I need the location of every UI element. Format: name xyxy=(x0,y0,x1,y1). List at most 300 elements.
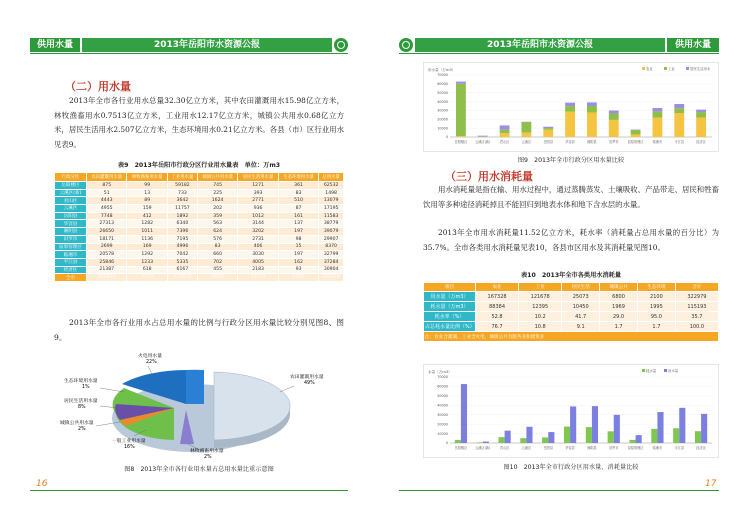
pie-pct-fire: 22% xyxy=(146,360,157,365)
table9-cell: 87 xyxy=(278,205,318,213)
section-consumption: （三）用水消耗量 xyxy=(445,170,533,183)
chart-bar xyxy=(477,442,483,443)
table9-caption: 表9 2013年岳阳市行政分区行业用水量表 单位：万m3 xyxy=(117,162,281,169)
table9-header: 生态环境用水量 xyxy=(278,173,318,182)
table9-row xyxy=(55,205,344,213)
table9-cell: 159 xyxy=(127,205,167,213)
left-header-tag: 供用水量 xyxy=(30,38,80,52)
table9-region-cell: 汨罗市 xyxy=(55,235,87,243)
table9-cell: 26650 xyxy=(87,228,127,236)
table9-region-cell: 云溪区(新) xyxy=(55,189,87,197)
chart-legend-swatch xyxy=(642,369,645,372)
chart-ylabel: 水量（万m3） xyxy=(428,370,452,374)
table10-header: 城镇公共 xyxy=(600,283,638,292)
section-water-use: （二）用水量 xyxy=(65,80,131,93)
chart-bar xyxy=(592,406,598,443)
table9-cell: 98 xyxy=(278,235,318,243)
table10-cell: 100.0 xyxy=(675,322,718,332)
chart-bar xyxy=(500,125,510,129)
table9-header: 农田灌溉用水量 xyxy=(87,173,127,182)
table9-cell: 197 xyxy=(278,251,318,259)
pie-pct-eco: 1% xyxy=(82,385,90,390)
table10-cell: 1969 xyxy=(600,302,638,312)
table9-cell: 7042 xyxy=(167,251,197,259)
chart-xtick-label: 云溪区(新) xyxy=(475,446,491,450)
para-water-use: 2013年全市各行业用水总量32.30亿立方米，其中农田灌溉用水15.98亿立方米，林牧渔畜用水0.7513亿立方米，工业用水12.17亿立方米，城镇公共用水0.68亿立方米，居民生活用水2.507亿立方米，生态环境用水0.21亿立方米。各县（市）区行业用水见表9。 xyxy=(54,96,344,149)
chart-bar xyxy=(653,108,663,111)
chart-ytick-label: 50000 xyxy=(437,90,448,95)
leader-line xyxy=(100,388,124,392)
table9-cell: 59182 xyxy=(167,182,197,190)
table10-cell: 29.0 xyxy=(600,312,638,322)
pie-chart-figure8 xyxy=(54,348,344,460)
table9-cell: 62532 xyxy=(319,182,344,190)
chart-xtick-label: 云溪区 xyxy=(521,140,532,144)
table9-cell: 11583 xyxy=(319,212,344,220)
pie-label-forest: 林牧渔畜用水量 xyxy=(190,449,224,454)
chart-xtick-label: 经济区 xyxy=(696,140,706,144)
chart-legend-label: 农业 xyxy=(646,66,653,71)
table9-cell: 1271 xyxy=(238,182,278,190)
chart-ytick-label: 10000 xyxy=(437,431,448,436)
table10-cell: 12395 xyxy=(519,302,562,312)
table10-cell: 95.0 xyxy=(637,312,675,322)
table9-region-cell: 岳阳县 xyxy=(55,212,87,220)
table9-cell: 624 xyxy=(197,228,237,236)
table9-row xyxy=(55,220,344,228)
chart-legend-swatch xyxy=(664,67,667,70)
table9-cell: 83 xyxy=(197,243,237,251)
table10-cell: 9.1 xyxy=(562,322,600,332)
table9-cell: 21387 xyxy=(87,266,127,274)
chart-xtick-label: 平江县 xyxy=(674,446,685,450)
table9-cell: 13079 xyxy=(319,197,344,205)
chart-bar xyxy=(456,84,466,136)
chart-xtick-label: 临湘市 xyxy=(652,446,663,450)
chart-bar xyxy=(679,408,685,443)
table9-cell: 37284 xyxy=(319,258,344,266)
table10-cell: 41.7 xyxy=(562,312,600,322)
table9-cell: 1012 xyxy=(238,212,278,220)
table9-cell: 1136 xyxy=(127,235,167,243)
table9-cell: 169 xyxy=(127,243,167,251)
chart-bar xyxy=(696,112,706,117)
chart-bar xyxy=(455,440,461,443)
table9-region-cell: 华容县 xyxy=(55,220,87,228)
chart-ytick-label: 0 xyxy=(445,135,448,140)
table9-cell: 15 xyxy=(278,243,318,251)
chart-bar xyxy=(542,437,548,443)
chart-xtick-label: 汨罗市 xyxy=(608,140,619,144)
figure10-caption: 图10 2013年全市行政分区用水量、消耗量比较 xyxy=(503,464,639,471)
chart-bar xyxy=(674,108,684,113)
table9-cell: 412 xyxy=(127,212,167,220)
table9-cell: 161 xyxy=(278,212,318,220)
table9-cell: 99 xyxy=(127,182,167,190)
table9-cell: 1292 xyxy=(127,251,167,259)
table10-header: 工业 xyxy=(519,283,562,292)
chart-xtick-label: 华容县 xyxy=(565,446,575,450)
table10-cell: 1.7 xyxy=(600,322,638,332)
figure9-chart xyxy=(423,62,719,152)
table9-cell: 1011 xyxy=(127,228,167,236)
chart-bar xyxy=(548,432,554,443)
para-figure-ref: 2013年全市各行业用水占总用水量的比例与行政分区用水量比较分别见图8、图9。 xyxy=(54,318,344,342)
table10-cell: 10450 xyxy=(562,302,600,312)
table9-cell: 38779 xyxy=(319,220,344,228)
pie-pct-forest: 2% xyxy=(204,455,212,460)
chart-bar xyxy=(696,118,706,137)
table9-header: 工业用水量 xyxy=(167,173,197,182)
table10-cell: 121678 xyxy=(519,292,562,302)
table9-row xyxy=(55,189,344,197)
chart-legend-label: 居民生活用水 xyxy=(690,66,711,71)
table10-header: 农业 xyxy=(476,283,519,292)
chart-bar xyxy=(565,112,575,137)
table9-cell: 7195 xyxy=(167,235,197,243)
table9-cell: 1282 xyxy=(127,220,167,228)
table9-region-cell: 云溪区 xyxy=(55,205,87,213)
table10-cell: 167328 xyxy=(476,292,519,302)
left-header-title: 2013年岳阳市水资源公报 xyxy=(82,38,332,52)
chart-xtick-label: 湘阴县 xyxy=(587,446,597,450)
pie-pct-industry: 16% xyxy=(124,445,135,450)
chart-ytick-label: 0 xyxy=(445,441,448,446)
table9-cell: 3642 xyxy=(167,197,197,205)
chart-bar xyxy=(522,122,532,132)
chart-xtick-label: 岳阳县 xyxy=(543,446,554,450)
table9-row xyxy=(55,212,344,220)
table9-cell: 1233 xyxy=(127,258,167,266)
table9-cell: 83 xyxy=(278,189,318,197)
table9-header: 城镇公共用水量 xyxy=(197,173,237,182)
chart-xtick-label: 经济区 xyxy=(696,446,706,450)
table9-cell: 8370 xyxy=(319,243,344,251)
table10-cell: 6800 xyxy=(600,292,638,302)
table9-region-cell: 全市 xyxy=(55,274,87,282)
chart-bar xyxy=(478,136,488,137)
figure8-caption: 图8 2013年全市各行业用水量占总用水量比重示意图 xyxy=(124,466,274,473)
left-footer-rule xyxy=(30,490,348,491)
table9-cell: 875 xyxy=(87,182,127,190)
table10-cell: 115193 xyxy=(675,302,718,312)
chart-bar xyxy=(570,406,576,443)
chart-ytick-label: 20000 xyxy=(437,117,448,122)
chart-bar xyxy=(657,412,663,443)
table9-cell: 137 xyxy=(278,220,318,228)
table9-cell: 32799 xyxy=(319,251,344,259)
pie-label-industry: 一般工业用水量 xyxy=(112,439,146,444)
pie-svg xyxy=(54,348,344,460)
table10-caption: 表10 2013年全市各类用水消耗量 xyxy=(520,272,622,279)
table10-header: 合计 xyxy=(675,283,718,292)
right-footer-rule xyxy=(399,490,719,491)
table10-row xyxy=(424,312,719,322)
table9 xyxy=(54,172,344,282)
pie-pct-life: 8% xyxy=(78,405,86,410)
table10-cell: 76.7 xyxy=(476,322,519,332)
table9-cell: 51 xyxy=(87,189,127,197)
chart-ytick-label: 30000 xyxy=(437,412,448,417)
chart-bar xyxy=(456,82,466,84)
pie-label-fire: 火电用水量 xyxy=(138,354,162,359)
table10-cell: 88384 xyxy=(476,302,519,312)
table9-region-cell: 湘阴县 xyxy=(55,228,87,236)
table9-cell: 202 xyxy=(197,205,237,213)
table9-cell: 2183 xyxy=(238,266,278,274)
table9-cell: 3202 xyxy=(238,228,278,236)
table9-header: 行政分区 xyxy=(55,173,87,182)
table9-cell: 2699 xyxy=(87,243,127,251)
chart-xtick-label: 岳阳楼区 xyxy=(454,446,468,450)
table10-row xyxy=(424,322,719,332)
table9-cell: 7748 xyxy=(87,212,127,220)
table9-cell: 4005 xyxy=(238,258,278,266)
table9-cell: 936 xyxy=(238,205,278,213)
chart-bar xyxy=(701,414,707,443)
table9-row xyxy=(55,251,344,259)
table10-cell: 1995 xyxy=(637,302,675,312)
table10-header: 项目 xyxy=(424,283,476,292)
table9-region-cell: 岳阳楼区 xyxy=(55,182,87,190)
pie-label-town: 城镇公共用水量 xyxy=(60,421,94,426)
table9-cell: 393 xyxy=(238,189,278,197)
chart-xtick-label: 屈原管理区 xyxy=(627,140,644,144)
chart-legend-label: 工业 xyxy=(668,66,675,71)
table9-cell: 4443 xyxy=(87,197,127,205)
chart-bar xyxy=(587,106,597,113)
table9-row xyxy=(55,182,344,190)
right-header-tag: 供用水量 xyxy=(667,38,719,52)
chart-xtick-label: 屈原管理区 xyxy=(627,446,644,450)
table9-cell: 7396 xyxy=(167,228,197,236)
chart-ytick-label: 20000 xyxy=(437,422,448,427)
table9-header: 总用水量 xyxy=(319,173,344,182)
table10-cell: 10.2 xyxy=(519,312,562,322)
chart-bar xyxy=(543,127,553,128)
table9-cell: 745 xyxy=(197,182,237,190)
table9-cell: 455 xyxy=(197,266,237,274)
chart-bar xyxy=(674,104,684,108)
table9-cell: 3144 xyxy=(238,220,278,228)
table10-cell: 10.8 xyxy=(519,322,562,332)
chart-bar xyxy=(565,106,575,112)
figure9-caption: 图9 2013年全市行政分区用水量比较 xyxy=(517,157,625,164)
chart-xtick-label: 汨罗市 xyxy=(608,446,619,450)
chart-xtick-label: 君山区 xyxy=(499,140,510,144)
table9-cell: 510 xyxy=(278,197,318,205)
table10-item-cell: 用水量（万m3） xyxy=(424,292,476,302)
chart-xtick-label: 岳阳县 xyxy=(543,140,554,144)
table10-row xyxy=(424,302,719,312)
table9-region-cell: 屈原管理区 xyxy=(55,243,87,251)
table9-region-cell: 平江县 xyxy=(55,258,87,266)
pie-label-eco: 生态环境用水量 xyxy=(64,379,98,384)
table9-cell: 159813 xyxy=(87,274,127,282)
chart-legend-swatch xyxy=(642,67,645,70)
table9-cell: 733 xyxy=(167,189,197,197)
chart-bar xyxy=(526,427,532,443)
table9-cell: 162 xyxy=(278,258,318,266)
para-consumption-def: 用水消耗量是指在输、用水过程中，通过蒸腾蒸发、土壤吸收、产品带走、居民和牲畜饮用等多种途径消耗掉且不能回归到地表水体和地下含水层的水量。 xyxy=(423,185,719,209)
table9-cell: 11757 xyxy=(167,205,197,213)
table9-cell: 576 xyxy=(197,235,237,243)
table9-cell: 322979 xyxy=(319,274,344,282)
table9-cell: 39079 xyxy=(319,228,344,236)
chart-ytick-label: 60000 xyxy=(437,384,448,389)
chart-bar xyxy=(520,438,526,443)
chart-bar xyxy=(461,384,467,443)
table9-cell: 2100 xyxy=(278,274,318,282)
table9-row xyxy=(55,258,344,266)
chart-xtick-label: 岳阳楼区 xyxy=(454,140,468,144)
chart-legend-swatch xyxy=(664,369,667,372)
table9-cell: 4996 xyxy=(167,243,197,251)
table10-item-cell: 占总耗水量比例（%） xyxy=(424,322,476,332)
chart-bar xyxy=(608,431,614,443)
table9-cell: 2731 xyxy=(238,235,278,243)
table9-cell: 6340 xyxy=(167,220,197,228)
table9-cell: 225 xyxy=(197,189,237,197)
chart-bar xyxy=(543,128,553,130)
table10-cell: 52.8 xyxy=(476,312,519,322)
table9-cell: 89 xyxy=(127,197,167,205)
right-page xyxy=(375,0,750,522)
table9-cell: 4955 xyxy=(87,205,127,213)
chart-legend-swatch xyxy=(686,67,689,70)
figure10-svg xyxy=(424,365,720,459)
table10-row xyxy=(424,292,719,302)
table9-cell: 361 xyxy=(278,182,318,190)
chart-ytick-label: 50000 xyxy=(437,394,448,399)
chart-bar xyxy=(695,431,701,443)
right-header-title: 2013年岳阳市水资源公报 xyxy=(415,38,665,52)
chart-ylabel: 用水量（万m3） xyxy=(428,68,456,72)
table9-region-cell: 临湘市 xyxy=(55,251,87,259)
left-header-rule xyxy=(30,53,348,54)
chart-xtick-label: 云溪区 xyxy=(521,446,532,450)
table10-header: 生态环境 xyxy=(637,283,675,292)
table9-row xyxy=(55,228,344,236)
chart-bar xyxy=(673,428,679,443)
chart-xtick-label: 湘阴县 xyxy=(587,140,597,144)
chart-bar xyxy=(631,130,641,134)
table9-row xyxy=(55,235,344,243)
table10-item-cell: 耗水率（%） xyxy=(424,312,476,322)
table9-row xyxy=(55,197,344,205)
chart-bar xyxy=(587,102,597,106)
pie-label-farm: 农田灌溉用水量 xyxy=(290,375,324,380)
table9-cell: 6800 xyxy=(197,274,237,282)
table9-cell: 30904 xyxy=(319,266,344,274)
table9-cell: 563 xyxy=(197,220,237,228)
table10-header: 居民生活 xyxy=(562,283,600,292)
chart-bar xyxy=(636,435,642,443)
chart-bar xyxy=(456,136,466,137)
table10-cell: 322979 xyxy=(675,292,718,302)
table9-cell: 18171 xyxy=(87,235,127,243)
chart-bar xyxy=(609,111,619,114)
pie-pct-town: 2% xyxy=(78,427,86,432)
chart-bar xyxy=(564,427,570,444)
chart-legend-label: 用水量 xyxy=(668,368,679,373)
table9-cell: 25846 xyxy=(87,258,127,266)
chart-xtick-label: 临湘市 xyxy=(652,140,663,144)
table9-total-row xyxy=(55,274,344,282)
table9-cell: 93 xyxy=(278,266,318,274)
chart-bar xyxy=(483,442,489,443)
table9-cell: 121678 xyxy=(167,274,197,282)
chart-bar xyxy=(653,118,663,137)
chart-bar xyxy=(543,130,553,137)
table9-cell: 1892 xyxy=(167,212,197,220)
chart-ytick-label: 70000 xyxy=(437,73,448,78)
chart-ytick-label: 40000 xyxy=(437,99,448,104)
chart-bar xyxy=(653,111,663,117)
table9-row xyxy=(55,243,344,251)
table9-cell: 660 xyxy=(197,251,237,259)
leader-line xyxy=(280,386,294,392)
table9-cell: 3030 xyxy=(238,251,278,259)
table10-cell: 25073 xyxy=(562,292,600,302)
chart-xtick-label: 云溪区(新) xyxy=(475,140,491,144)
table9-cell: 2771 xyxy=(238,197,278,205)
chart-bar xyxy=(651,429,657,443)
table9-region-cell: 君山区 xyxy=(55,197,87,205)
logo-icon xyxy=(399,38,413,52)
chart-xtick-label: 平江县 xyxy=(674,140,685,144)
table9-row xyxy=(55,266,344,274)
chart-ytick-label: 60000 xyxy=(437,82,448,87)
chart-ytick-label: 70000 xyxy=(437,375,448,380)
table9-cell: 20578 xyxy=(87,251,127,259)
pie-label-life: 居民生活用水量 xyxy=(64,399,98,404)
table10-note: 注：农业含灌溉、工业含火电，城镇公共为服务业和建筑业 xyxy=(424,332,719,342)
table10-cell: 1.7 xyxy=(637,322,675,332)
table9-cell: 6167 xyxy=(167,266,197,274)
table9-cell: 5335 xyxy=(167,258,197,266)
table10-cell: 35.7 xyxy=(675,312,718,322)
chart-bar xyxy=(478,136,488,137)
page-number-left: 16 xyxy=(36,479,48,489)
table9-cell: 197 xyxy=(278,228,318,236)
right-header-rule xyxy=(399,53,719,54)
figure9-svg xyxy=(424,63,720,153)
table10-cell: 2100 xyxy=(637,292,675,302)
table9-cell: 29907 xyxy=(319,235,344,243)
chart-bar xyxy=(629,440,635,443)
table9-cell: 359 xyxy=(197,212,237,220)
chart-legend-label: 耗水量 xyxy=(646,368,657,373)
chart-bar xyxy=(586,427,592,443)
table9-cell: 17195 xyxy=(319,205,344,213)
chart-ytick-label: 10000 xyxy=(437,126,448,131)
table9-cell: 1624 xyxy=(197,197,237,205)
table10 xyxy=(423,282,719,342)
chart-bar xyxy=(522,132,532,137)
table10-item-cell: 耗水量（万m3） xyxy=(424,302,476,312)
pie-slice-fire-2 xyxy=(186,370,204,404)
chart-bar xyxy=(565,103,575,106)
chart-bar xyxy=(500,130,510,133)
table9-cell: 25073 xyxy=(238,274,278,282)
chart-ytick-label: 30000 xyxy=(437,108,448,113)
table9-header: 林牧渔畜用水量 xyxy=(127,173,167,182)
chart-bar xyxy=(696,110,706,112)
pie-pct-farm: 49% xyxy=(304,381,315,386)
table9-cell: 27313 xyxy=(87,220,127,228)
chart-bar xyxy=(609,120,619,137)
